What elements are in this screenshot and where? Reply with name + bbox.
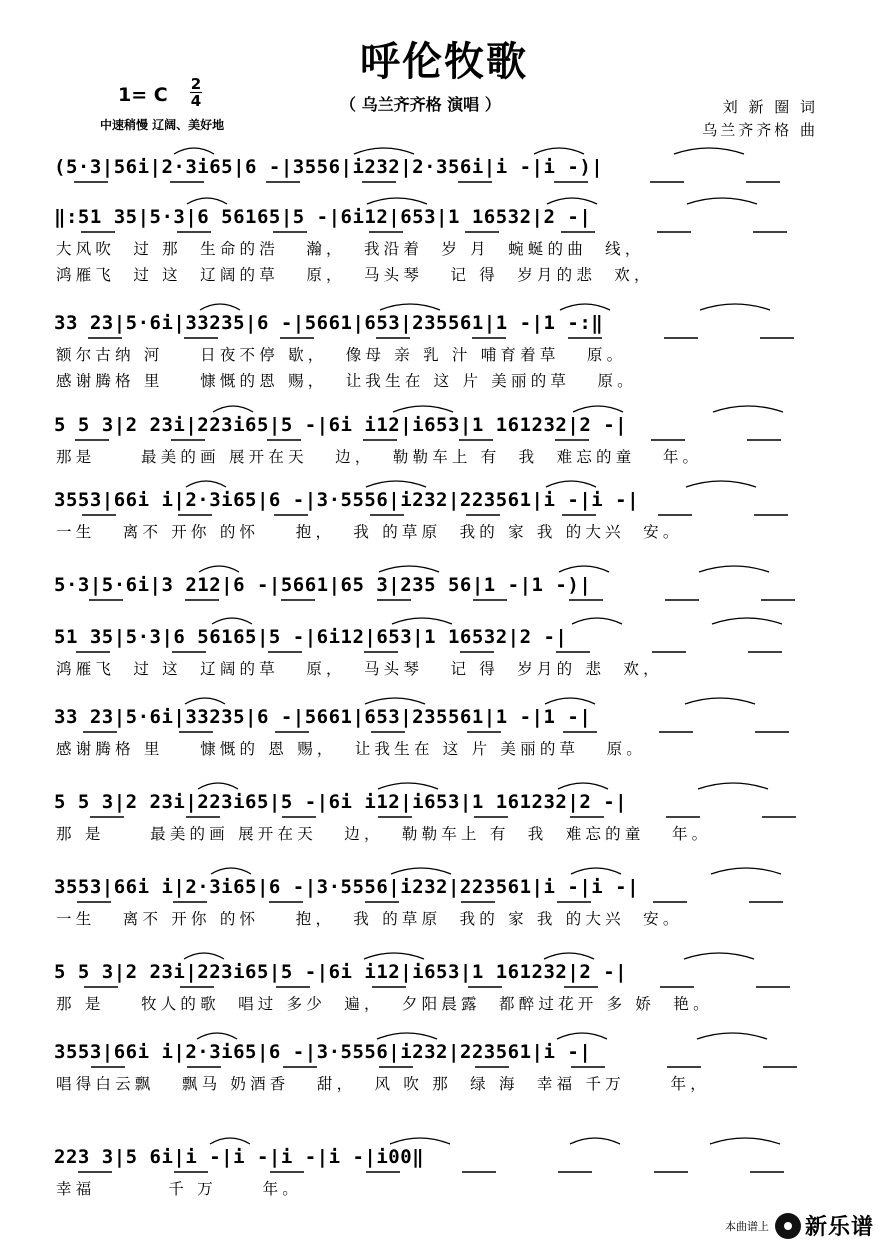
notation-line: 3553|66i i|2·3i65|6 -|3·5556|i232|223561|i -|i -|: [54, 489, 640, 511]
notation-line: ‖:51 35|5·3|6 56165|5 -|6i12|653|1 16532|2 -|: [54, 206, 592, 228]
lyric-line: 那 是 牧人的歌 唱过 多少 遍， 夕阳晨露 都醉过花开 多 娇 艳。: [56, 995, 713, 1013]
notation-line: 5 5 3|2 23i|223i65|5 -|6i i12|i653|1 161232|2 -|: [54, 414, 628, 436]
lyric-line: 鸿雁飞 过 这 辽阔的草 原， 马头琴 记 得 岁月的悲 欢，: [56, 266, 654, 284]
lyric-line: 那是 最美的画 展开在天 边， 勒勒车上 有 我 难忘的童 年。: [56, 448, 703, 466]
footer-prefix: 本曲谱上: [724, 1219, 769, 1233]
notation-line: 3553|66i i|2·3i65|6 -|3·5556|i232|223561|i -|i -|: [54, 876, 640, 898]
time-signature: [190, 76, 202, 109]
beam-lines: [54, 513, 844, 519]
beam-lines: [54, 730, 844, 736]
lyric-line: 幸福 千 万 年。: [56, 1180, 302, 1198]
meter-bottom: 4: [190, 92, 202, 110]
tempo-marking: 中速稍慢 辽阔、美好地: [100, 118, 225, 132]
beam-lines: [54, 815, 844, 821]
beam-lines: [54, 1170, 844, 1176]
brand-logo: 新乐谱: [804, 1215, 874, 1240]
lyric-line: 鸿雁飞 过 这 辽阔的草 原， 马头琴 记 得 岁月的 悲 欢，: [56, 660, 663, 678]
notation-line: 51 35|5·3|6 56165|5 -|6i12|653|1 16532|2 -|: [54, 626, 568, 648]
lyricist-credit: 刘 新 圈 词: [722, 98, 818, 116]
notation-line: 5·3|5·6i|3 212|6 -|5661|65 3|235 56|1 -|1 -)|: [54, 574, 592, 596]
footer-watermark: [725, 1210, 874, 1241]
notation-line: (5·3|56i|2·3i65|6 -|3556|i232|2·356i|i -|i -)|: [54, 156, 604, 178]
singer-credit: （ 乌兰齐齐格 演唱 ）: [340, 95, 501, 114]
beam-lines: [54, 1065, 844, 1071]
notation-line: 223 3|5 6i|i -|i -|i -|i -|i00‖: [54, 1146, 425, 1168]
lyric-line: 唱得白云飘 飘马 奶酒香 甜， 风 吹 那 绿 海 幸福 千万 年，: [56, 1075, 710, 1093]
composer-credit: 乌兰齐齐格 曲: [702, 121, 818, 139]
notation-line: 3553|66i i|2·3i65|6 -|3·5556|i232|223561|i -|: [54, 1041, 592, 1063]
lyric-line: 一生 离不 开你 的怀 抱， 我 的草原 我的 家 我 的大兴 安。: [56, 910, 683, 928]
beam-lines: [54, 900, 844, 906]
notation-line: 5 5 3|2 23i|223i65|5 -|6i i12|i653|1 161232|2 -|: [54, 961, 628, 983]
lyric-line: 额尔古纳 河 日夜不停 歇， 像母 亲 乳 汁 哺育着草 原。: [56, 346, 627, 364]
meter-top: 2: [190, 75, 202, 93]
beam-lines: [54, 650, 844, 656]
lyric-line: 一生 离不 开你 的怀 抱， 我 的草原 我的 家 我 的大兴 安。: [56, 523, 683, 541]
record-disc-icon: [775, 1213, 801, 1239]
lyric-line: 大风吹 过 那 生命的浩 瀚， 我沿着 岁 月 蜿蜒的曲 线，: [56, 240, 645, 258]
beam-lines: [54, 985, 844, 991]
notation-line: 33 23|5·6i|33235|6 -|5661|653|235561|1 -|1 -|: [54, 706, 592, 728]
lyric-line: 感谢腾格 里 慷慨的恩 赐， 让我生在 这 片 美丽的草 原。: [56, 372, 637, 390]
key-signature: 1= C: [118, 84, 168, 106]
notation-line: 5 5 3|2 23i|223i65|5 -|6i i12|i653|1 161232|2 -|: [54, 791, 628, 813]
page-title: 呼伦牧歌: [360, 39, 528, 85]
beam-lines: [54, 230, 844, 236]
beam-lines: [54, 438, 844, 444]
beam-lines: [54, 336, 844, 342]
lyric-line: 那 是 最美的画 展开在天 边， 勒勒车上 有 我 难忘的童 年。: [56, 825, 712, 843]
notation-line: 33 23|5·6i|33235|6 -|5661|653|235561|1 -|1 -:‖: [54, 312, 604, 334]
lyric-line: 感谢腾格 里 慷慨的 恩 赐， 让我生在 这 片 美丽的草 原。: [56, 740, 647, 758]
beam-lines: [54, 598, 844, 604]
beam-lines: [54, 180, 844, 186]
